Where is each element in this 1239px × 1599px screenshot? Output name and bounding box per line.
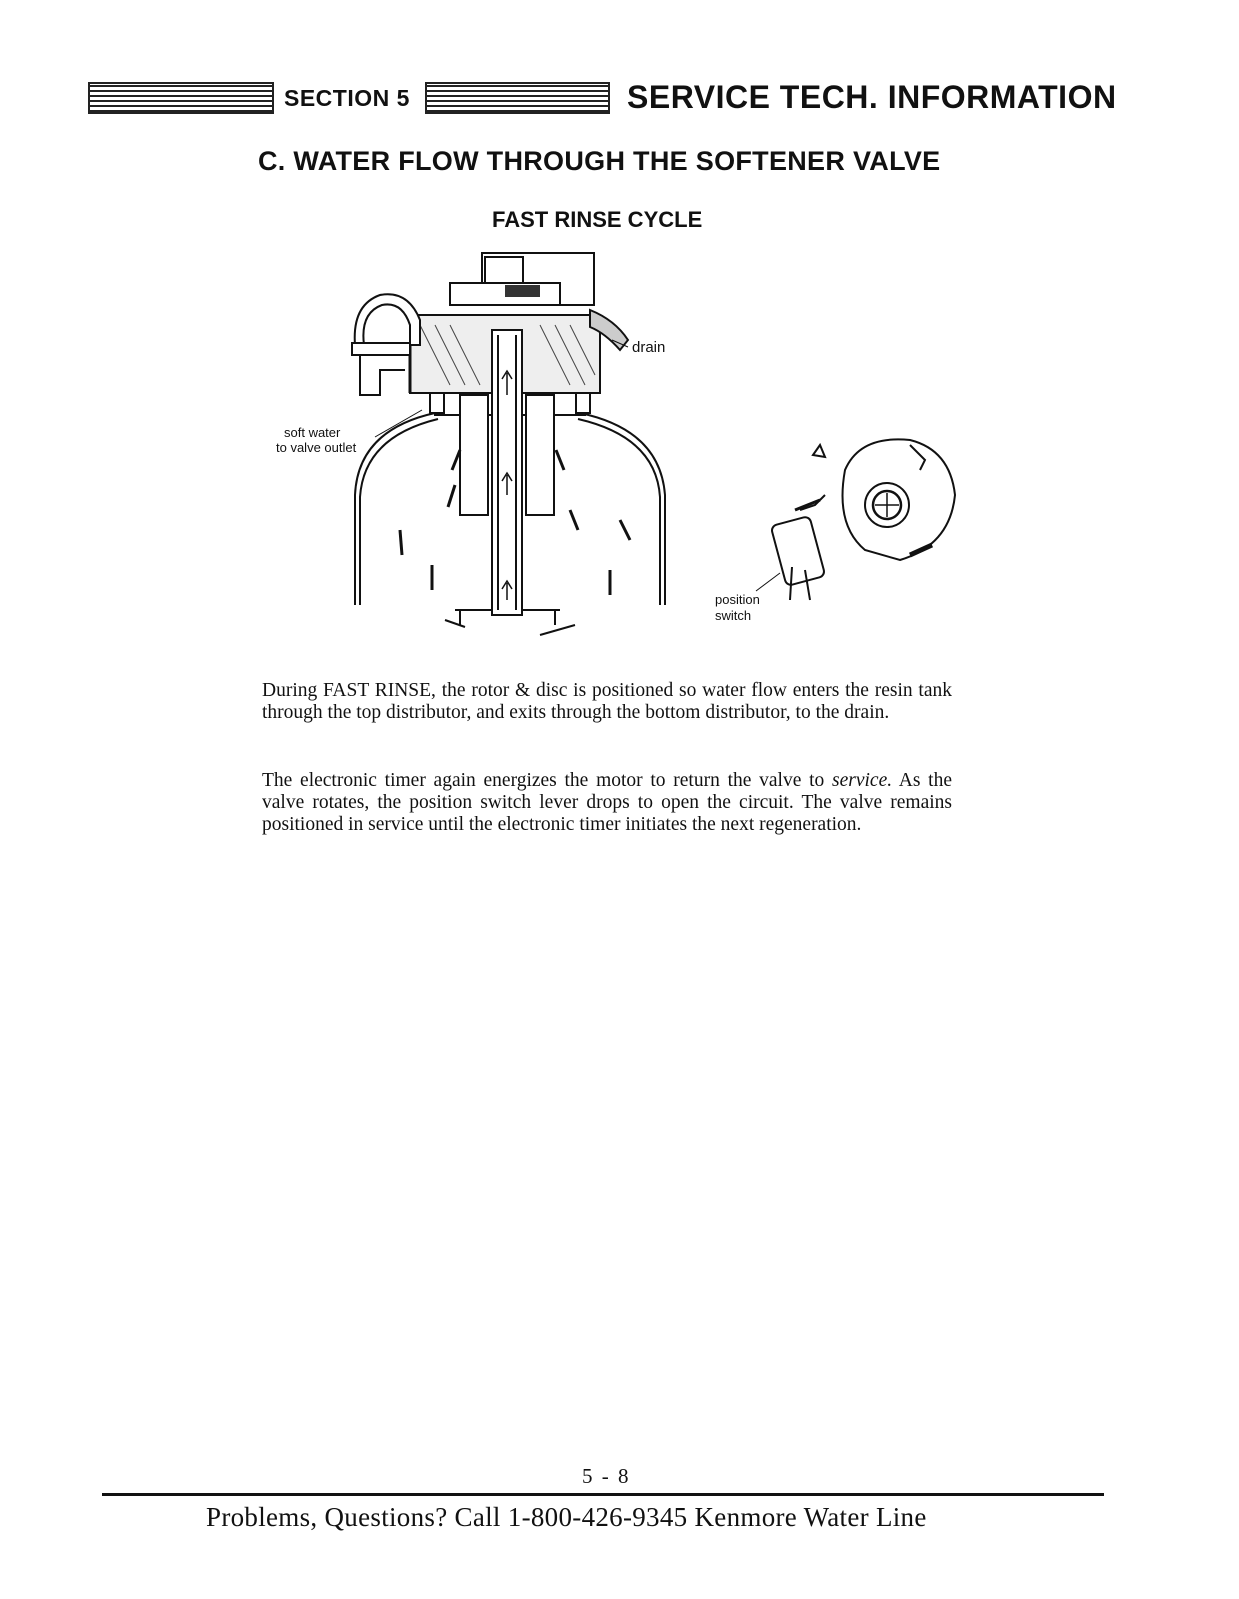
switch-label: switch (715, 608, 752, 623)
paragraph-fast-rinse: During FAST RINSE, the rotor & disc is positioned so water flow enters the resin tank through the top distributor, and exits through the bottom distributor, to the drain. (262, 680, 952, 723)
section-label: SECTION 5 (284, 85, 410, 111)
page-number: 5 - 8 (582, 1464, 631, 1488)
paragraph-return-to-service (262, 770, 952, 836)
paragraph-2-end: As the valve rotates, the position switch lever drops to open the circuit. The valve remains positioned in service until the electronic timer initiates the next regeneration. (262, 770, 952, 835)
position-label: position (715, 592, 760, 607)
valve-outlet-label: to valve outlet (276, 440, 357, 455)
header-title: SERVICE TECH. INFORMATION (627, 79, 1117, 115)
soft-water-label: soft water (284, 425, 341, 440)
paragraph-2-start: The electronic timer again energizes the motor to return the valve to (262, 770, 833, 791)
cycle-title: FAST RINSE CYCLE (492, 207, 703, 232)
footer-divider (102, 1493, 1104, 1496)
position-switch (771, 495, 826, 600)
position-switch-cam (813, 439, 955, 560)
footer-help-line: Problems, Questions? Call 1-800-426-9345 Kenmore Water Line (206, 1502, 927, 1532)
section-heading: C. WATER FLOW THROUGH THE SOFTENER VALVE (258, 146, 941, 176)
drain-label: drain (632, 339, 666, 356)
header-hatch-left (88, 82, 274, 114)
fast-rinse-diagram (260, 245, 960, 670)
header-hatch-middle (425, 82, 610, 114)
paragraph-2-italic: service. (832, 770, 893, 791)
